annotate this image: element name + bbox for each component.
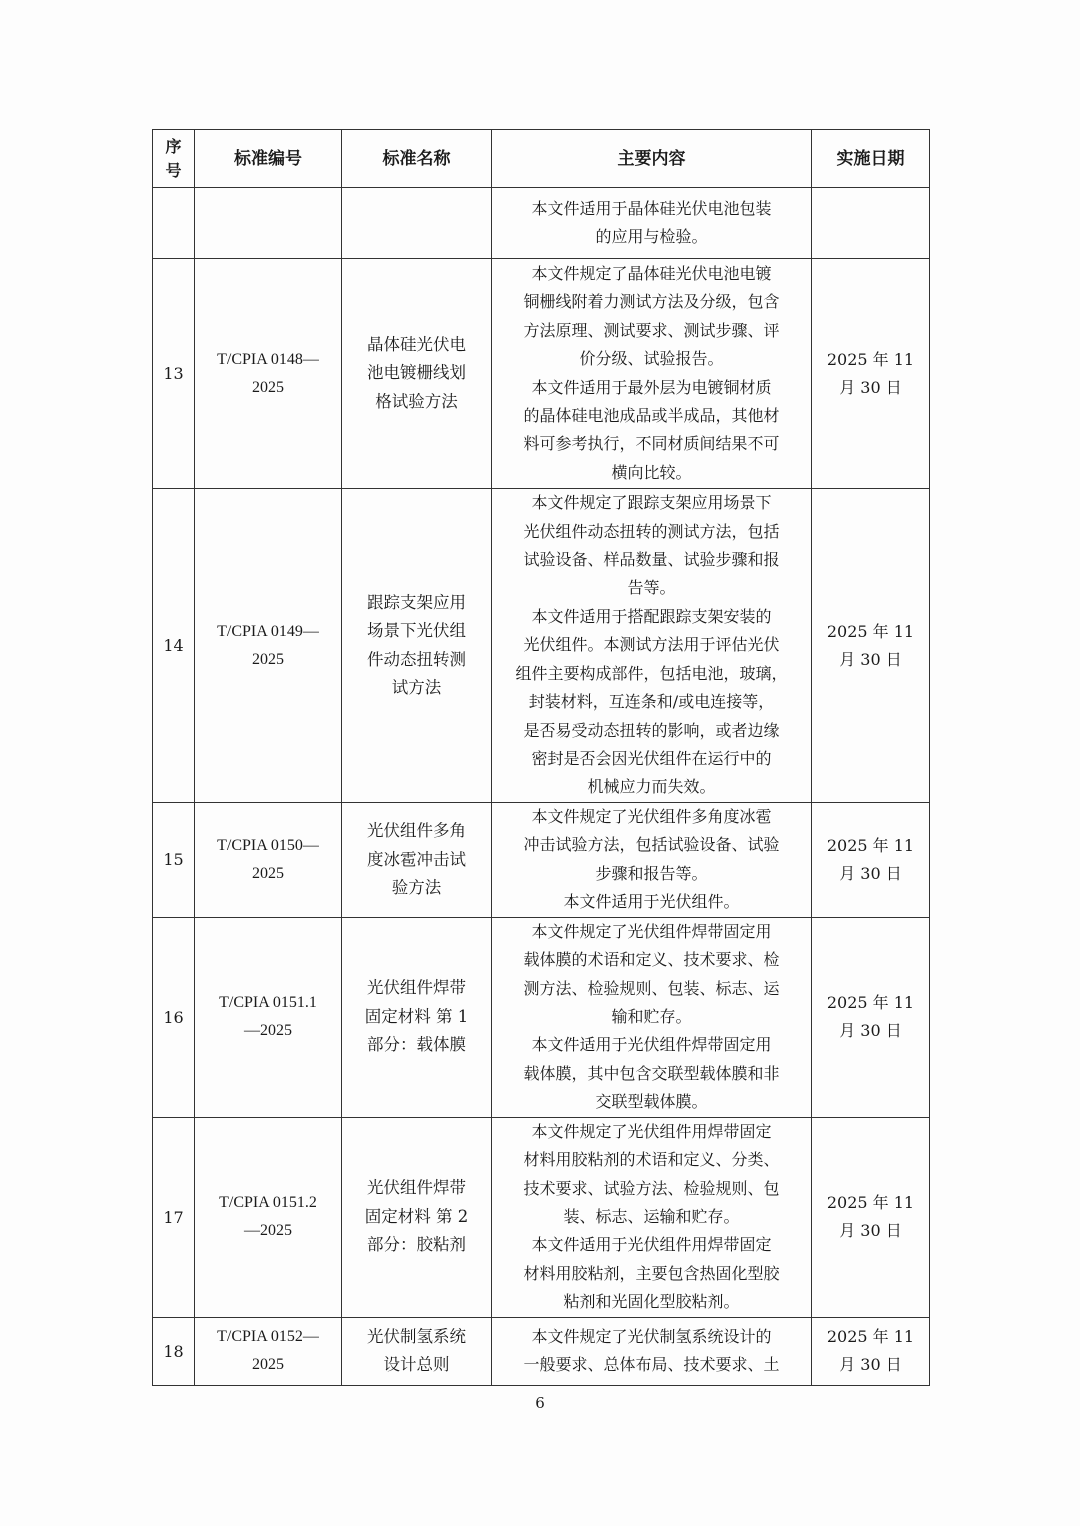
name-line: 格试验方法 [375,391,458,411]
header-code: 标准编号 [195,130,342,188]
content-line: 价分级、试验报告。 [579,349,724,369]
content-line: 本文件规定了晶体硅光伏电池电镀 [531,263,772,283]
code-line: 2025 [252,864,284,882]
date-line: 2025 年 11 [826,993,915,1013]
content-line: 密封是否会因光伏组件在运行中的 [531,748,772,768]
name-line: 固定材料 第 2 [364,1206,469,1226]
code-line: 2025 [252,1356,284,1374]
code-cell [195,259,342,489]
content-line: 交联型载体膜。 [595,1092,708,1112]
name-line: 试方法 [391,678,442,697]
content-cell [492,489,812,803]
name-line: 件动态扭转测 [367,649,466,669]
seq-cell: 18 [153,1317,195,1385]
content-cell [492,1317,812,1385]
content-line: 本文件适用于最外层为电镀铜材质 [531,377,772,397]
content-cell [492,259,812,489]
date-line: 月 30 日 [839,649,902,669]
name-line: 光伏制氢系统 [367,1326,466,1346]
content-line: 的应用与检验。 [595,227,708,246]
seq-cell: 14 [153,489,195,803]
date-cell [812,917,930,1117]
content-line: 本文件适用于晶体硅光伏电池包装 [531,198,772,218]
name-line: 光伏组件多角 [367,821,466,841]
header-row [153,130,930,188]
content-line: 装、标志、运输和贮存。 [563,1206,740,1226]
date-line: 月 30 日 [839,863,902,883]
seq-cell: 15 [153,803,195,918]
seq-cell: 13 [153,259,195,489]
table-row [153,803,930,918]
name-cell [342,188,492,259]
content-line: 是否易受动态扭转的影响，或者边缘 [523,720,780,740]
name-line: 场景下光伏组 [367,621,466,640]
date-cell [812,188,930,259]
content-line: 本文件适用于光伏组件焊带固定用 [531,1035,772,1055]
date-cell [812,1317,930,1385]
content-line: 本文件适用于搭配跟踪支架安装的 [531,606,772,626]
code-line: 2025 [252,650,284,668]
name-cell [342,803,492,918]
content-cell [492,917,812,1117]
code-cell [195,1117,342,1317]
date-line: 月 30 日 [839,1021,902,1041]
table-row [153,1317,930,1385]
content-line: 光伏组件动态扭转的测试方法，包括 [523,521,780,541]
name-line: 度冰雹冲击试 [367,849,466,869]
content-line: 的晶体硅电池成品或半成品，其他材 [523,405,780,425]
name-line: 验方法 [391,878,442,898]
code-line: —2025 [244,1222,292,1240]
content-line: 载体膜的术语和定义、技术要求、检 [523,950,780,970]
header-content: 主要内容 [492,130,812,188]
content-line: 材料用胶粘剂，主要包含热固化型胶 [523,1263,780,1283]
name-cell [342,917,492,1117]
header-seq: 序号 [153,130,195,188]
date-line: 2025 年 11 [826,349,915,369]
name-line: 池电镀栅线划 [367,363,466,383]
code-line: T/CPIA 0149— [217,622,319,640]
content-line: 机械应力而失效。 [587,777,716,797]
date-cell [812,489,930,803]
date-line: 月 30 日 [839,1355,902,1375]
name-line: 部分：载体膜 [367,1035,466,1055]
table-row [153,917,930,1117]
content-line: 一般要求、总体布局、技术要求、土 [523,1355,780,1375]
code-line: T/CPIA 0150— [217,836,319,854]
name-line: 晶体硅光伏电 [367,334,466,354]
code-cell [195,188,342,259]
content-line: 步骤和报告等。 [595,863,708,883]
content-line: 试验设备、样品数量、试验步骤和报 [523,550,780,570]
table-row [153,489,930,803]
content-line: 本文件规定了光伏组件用焊带固定 [531,1121,772,1141]
table-row-continuation [153,188,930,259]
standards-table [152,129,930,1386]
date-line: 2025 年 11 [826,835,915,855]
name-line: 光伏组件焊带 [367,978,466,998]
name-line: 设计总则 [383,1355,450,1375]
content-line: 本文件规定了跟踪支架应用场景下 [531,493,772,513]
seq-cell [153,188,195,259]
name-line: 跟踪支架应用 [367,592,466,612]
name-cell [342,489,492,803]
code-line: T/CPIA 0152— [217,1328,319,1346]
name-cell [342,1117,492,1317]
date-cell [812,259,930,489]
content-line: 料可参考执行，不同材质间结果不可 [523,434,780,454]
seq-cell: 17 [153,1117,195,1317]
date-line: 月 30 日 [839,1221,902,1241]
content-line: 材料用胶粘剂的术语和定义、分类、 [523,1150,780,1170]
content-line: 组件主要构成部件，包括电池，玻璃， [515,663,788,683]
name-cell [342,259,492,489]
content-line: 铜栅线附着力测试方法及分级，包含 [523,292,780,312]
code-line: T/CPIA 0151.2 [219,1194,317,1212]
header-name: 标准名称 [342,130,492,188]
name-line: 固定材料 第 1 [364,1006,469,1026]
name-cell [342,1317,492,1385]
content-line: 告等。 [627,578,676,598]
code-cell [195,803,342,918]
date-line: 2025 年 11 [826,621,915,641]
code-cell [195,1317,342,1385]
code-cell [195,917,342,1117]
content-line: 冲击试验方法，包括试验设备、试验 [523,835,780,855]
content-cell [492,188,812,259]
code-line: T/CPIA 0148— [217,350,319,368]
content-line: 技术要求、试验方法、检验规则、包 [523,1178,780,1198]
content-line: 本文件规定了光伏组件多角度冰雹 [531,807,772,826]
content-line: 横向比较。 [611,462,692,482]
header-date: 实施日期 [812,130,930,188]
content-line: 测方法、检验规则、包装、标志、运 [523,978,780,998]
code-cell [195,489,342,803]
content-line: 本文件适用于光伏组件用焊带固定 [531,1235,772,1255]
date-cell [812,1117,930,1317]
content-line: 方法原理、测试要求、测试步骤、评 [523,320,780,340]
content-line: 输和贮存。 [611,1006,692,1026]
content-line: 载体膜，其中包含交联型载体膜和非 [523,1063,780,1083]
content-line: 光伏组件。本测试方法用于评估光伏 [523,635,780,655]
content-line: 本文件规定了光伏组件焊带固定用 [531,921,772,941]
date-line: 2025 年 11 [826,1193,915,1213]
date-line: 2025 年 11 [826,1327,915,1347]
code-line: —2025 [244,1022,292,1040]
table-row [153,1117,930,1317]
content-line: 封装材料，互连条和/或电连接等， [528,692,775,712]
name-line: 光伏组件焊带 [367,1178,466,1198]
content-line: 粘剂和光固化型胶粘剂。 [563,1292,740,1312]
page-number: 6 [535,1394,545,1412]
code-line: T/CPIA 0151.1 [219,994,317,1012]
date-cell [812,803,930,918]
code-line: 2025 [252,378,284,396]
content-line: 本文件适用于光伏组件。 [563,892,740,912]
table-row [153,259,930,489]
content-cell [492,803,812,918]
seq-cell: 16 [153,917,195,1117]
content-cell [492,1117,812,1317]
name-line: 部分：胶粘剂 [367,1235,466,1255]
date-line: 月 30 日 [839,377,902,397]
content-line: 本文件规定了光伏制氢系统设计的 [531,1326,772,1346]
